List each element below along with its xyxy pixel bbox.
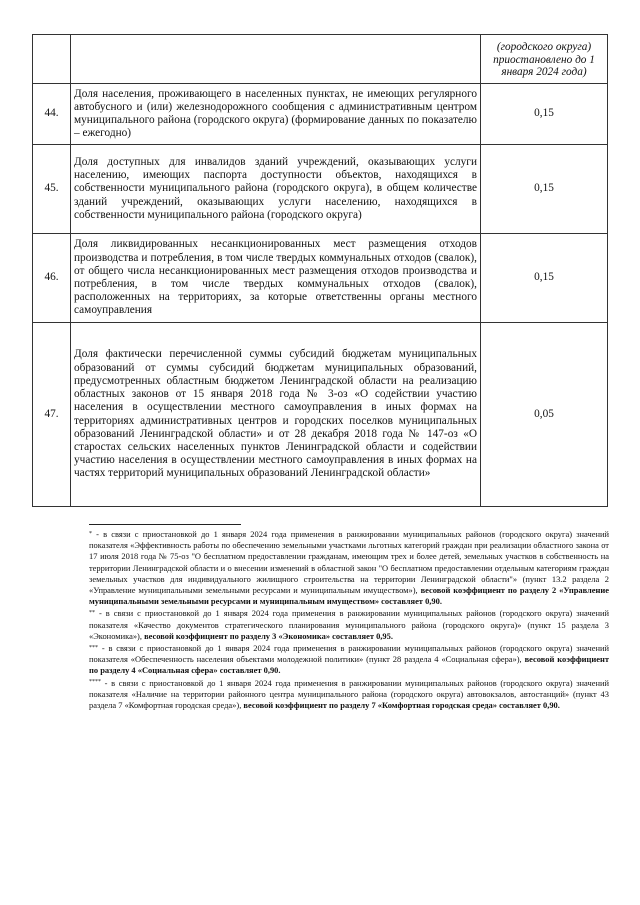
row-value: 0,15 <box>481 145 608 234</box>
row-description: Доля фактически перечисленной суммы субсидий бюджетам муниципальных образований от суммы субсидий бюджетам муниципальных образований, предусмотренных областным бюджетом Ленинградской области на реализацию областных законов от 15 января 2018 года № 3-оз «О содействии участию населения в осуществлении местного самоуправления в иных формах на территориях административных центров и городских поселков муниципальных образований Ленинградской области» и от 28 декабря 2018 года № 147-оз «О старостах сельских населенных пунктов Ленинградской области и содействии участию населения в осуществлении местного самоуправления в иных формах на частях территорий муниципальных образований Ленинградской области» <box>71 323 481 507</box>
table-row <box>33 145 608 234</box>
footnotes <box>89 529 609 712</box>
footnote-bold-text: весовой коэффициент по разделу 4 «Социальная сфера» составляет 0,90. <box>89 654 609 676</box>
header-value-cell: (городского округа) приостановлено до 1 января 2024 года) <box>481 35 608 84</box>
row-description: Доля населения, проживающего в населенных пунктах, не имеющих регулярного автобусного и (или) железнодорожного сообщения с административным центром муниципального района (городского округа) (формирование данных по показателю – ежегодно) <box>71 84 481 145</box>
footnote-text: - в связи с приостановкой до 1 января 2024 года применения в ранжировании муниципальных районов (городского округа) значений показателя «Обеспеченность населения объектами молодежной политики» (пункт 28 раздела 4 «Социальная сфера»), <box>89 643 609 665</box>
row-value: 0,15 <box>481 234 608 323</box>
footnote-mark: * <box>89 530 92 537</box>
footnote-text: - в связи с приостановкой до 1 января 2024 года применения в ранжировании муниципальных районов (городского округа) значений показателя «Качество документов стратегического планирования муниципального района (городского округа)» (пункт 15 раздела 3 «Экономика»), <box>89 608 609 641</box>
row-value: 0,15 <box>481 84 608 145</box>
indicators-table <box>32 34 608 507</box>
footnote-1 <box>89 529 609 607</box>
header-num-cell <box>33 35 71 84</box>
table-row <box>33 323 608 507</box>
footnote-mark: ** <box>89 610 95 617</box>
footnote-bold-text: весовой коэффициент по разделу 3 «Экономика» составляет 0,95. <box>144 630 393 641</box>
row-number: 46. <box>33 234 71 323</box>
table-row <box>33 234 608 323</box>
footnote-2 <box>89 608 609 642</box>
table-row <box>33 84 608 145</box>
footnote-text: - в связи с приостановкой до 1 января 2024 года применения в ранжировании муниципальных районов (городского округа) значений показателя «Наличие на территории районного центра муниципального района (городского округа) автовокзалов, автостанций» (пункт 43 раздела 7 «Комфортная городская среда»), <box>89 677 609 711</box>
footnote-bold-text: весовой коэффициент по разделу 7 «Комфортная городская среда» составляет 0,90. <box>243 700 560 711</box>
footnote-bold-text: весовой коэффициент по разделу 2 «Управление муниципальными земельными ресурсами и муниципальным имуществом» составляет 0,90. <box>89 585 610 607</box>
row-number: 44. <box>33 84 71 145</box>
row-number: 47. <box>33 323 71 507</box>
row-number: 45. <box>33 145 71 234</box>
row-value: 0,05 <box>481 323 608 507</box>
footnote-text: - в связи с приостановкой до 1 января 2024 года применения в ранжировании муниципальных районов (городского округа) значений показателя «Эффективность работы по обеспечению земельными участками льготных категорий граждан при реализации областного закона от 17 июля 2018 года № 75-оз "О бесплатном предоставлении гражданам, имеющим трех и более детей, земельных участков в собственность на территории Ленинградской области и о внесении изменений в областной закон "О бесплатном предоставлении отдельным категориям граждан земельных участков для индивидуального жилищного строительства на территории Ленинградской области"» (пункт 13.2 раздела 2 «Управление муниципальными земельными ресурсами и муниципальным имуществом»), <box>89 529 609 596</box>
table-header-row <box>33 35 608 84</box>
footnote-4 <box>89 678 609 712</box>
footnote-3 <box>89 643 609 677</box>
row-description: Доля доступных для инвалидов зданий учреждений, оказывающих услуги населению, имеющих паспорта доступности объектов, находящихся в собственности муниципального района (городского округа), в общем количестве зданий учреждений, оказывающих услуги населению, находящихся в собственности муниципального района (городского округа) <box>71 145 481 234</box>
footnote-mark: *** <box>89 644 98 651</box>
row-description: Доля ликвидированных несанкционированных мест размещения отходов производства и потребления, в том числе твердых коммунальных отходов (свалок), от общего числа несанкционированных мест размещения отходов производства и потребления, в том числе твердых коммунальных отходов (свалок), расположенных на территориях, за которые ответственны органы местного самоуправления <box>71 234 481 323</box>
footnote-mark: **** <box>89 679 101 686</box>
footnote-divider <box>89 524 241 525</box>
header-desc-cell <box>71 35 481 84</box>
